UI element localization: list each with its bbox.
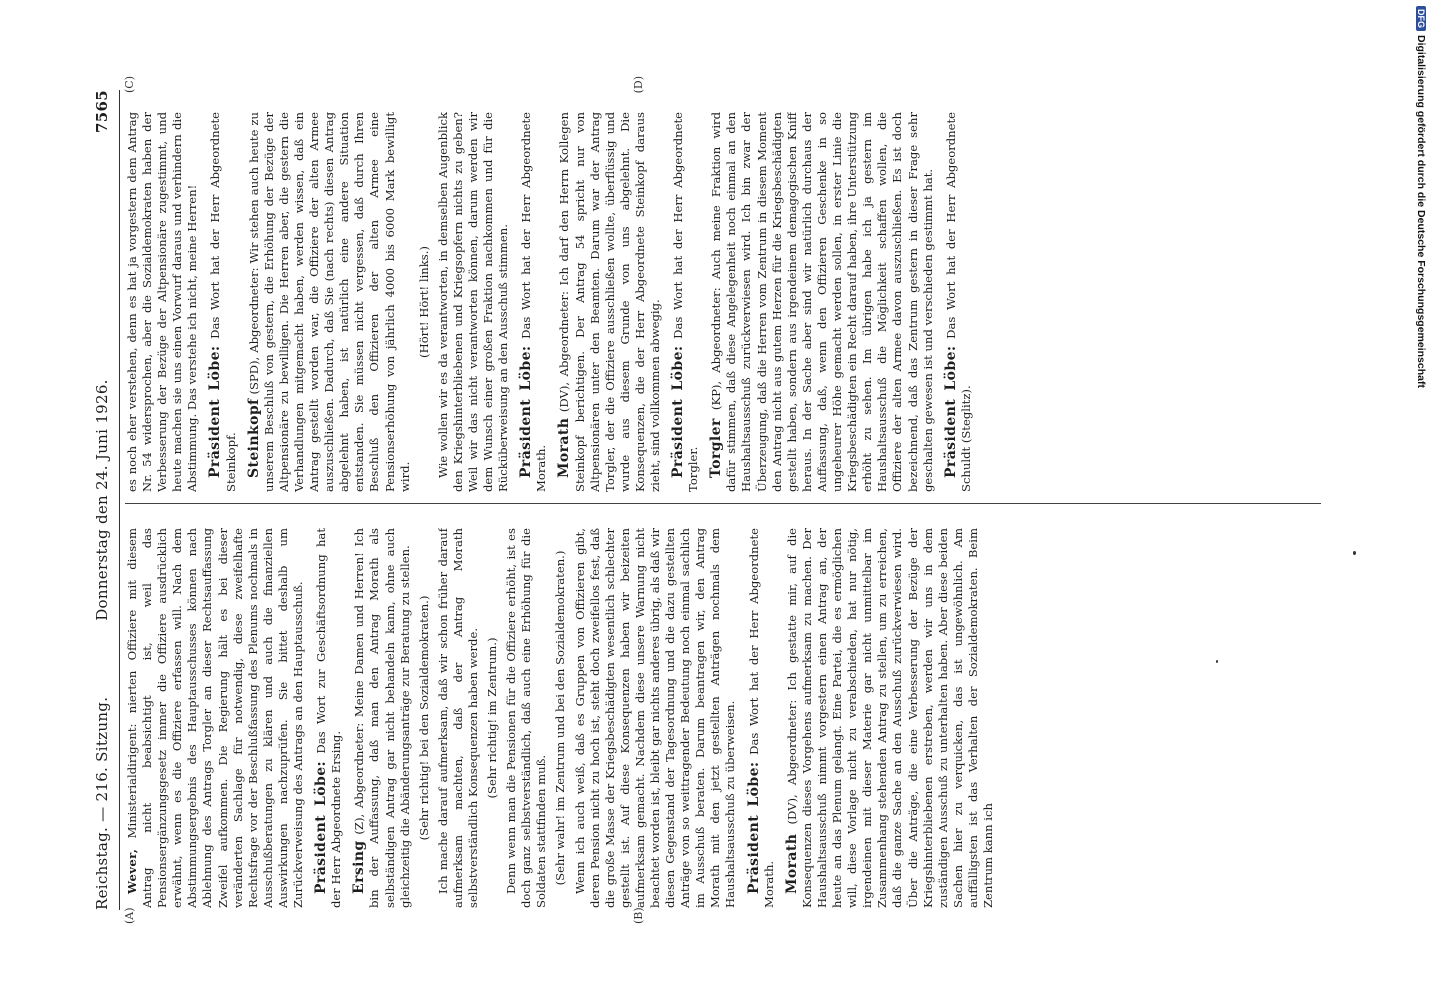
paragraph: Wenn ich auch weiß, daß es Gruppen von Offizieren gibt, deren Pension nicht zu hoch ist, steht doch zweifellos fest, daß die große Masse der Kriegsbeschädigten wesentlich schlechter gestellt ist. Auf diese Konsequenzen haben wir beizeiten aufmerksam gemacht. Nachdem diese unsere Warnung nicht beachtet worden ist, bleibt gar nichts anderes übrig, als daß wir diesen Gegenstand der Tagesordnung und die dazu gestellten Anträge von so weittragender Bedeutung noch einmal sachlich im Ausschuß beraten. Darum beantragen wir, den Antrag Morath mit den jetzt gestellten Anträgen nochmals dem Haushaltsausschuß zu überweisen.	[572, 528, 738, 908]
margin-mark-b: (B)	[632, 907, 645, 924]
left-column	[125, 528, 1325, 908]
page-number: 7565	[93, 90, 111, 133]
interjection: (Hört! Hört! links.)	[416, 246, 431, 358]
margin-mark-d: (D)	[632, 76, 645, 94]
paragraph: Denn wenn man die Pensionen für die Offiziere erhöht, ist es doch ganz selbstverständlich, daß auch eine Erhöhung für die Soldaten stattfinden muß.	[504, 528, 549, 908]
header-session: Reichstag. — 216. Sitzung.	[93, 696, 111, 910]
header-rule	[119, 90, 120, 910]
speaker-name: Steinkopf	[245, 398, 262, 478]
column-divider	[125, 503, 1321, 504]
paragraph	[247, 112, 413, 492]
speaker-name: Ersing	[351, 840, 368, 894]
paragraph	[208, 112, 238, 492]
credit-text: Digitalisierung gefördert durch die Deutsche Forschungsgemeinschaft	[1415, 35, 1427, 388]
paragraph-text: Das Wort hat der Herr Abgeordnete Torgler.	[671, 112, 701, 492]
credit-line	[1415, 6, 1427, 388]
speaker-name: Präsident Löbe:	[745, 761, 762, 894]
digitization-credit	[1408, 0, 1434, 1000]
speaker-name: Präsident Löbe:	[670, 345, 687, 478]
paragraph	[785, 528, 996, 908]
dfg-logo: DFG	[1416, 6, 1426, 31]
paragraph-text: Das Wort hat der Herr Abgeordnete Morath.	[519, 112, 549, 492]
paragraph	[709, 112, 935, 492]
speaker-name: Wever,	[125, 848, 139, 894]
paragraph-text: (SPD), Abgeordneter: Wir stehen auch heute zu unserem Beschluß von gestern, die Erhöhung der Bezüge der Altpensionäre zu bewilligen. Die Herren aber, die gestern die Verhandlungen mitgemacht haben, werden wissen, daß ein Antrag gestellt worden war, die Offiziere der alten Armee auszuschließen. Dadurch, daß Sie (nach rechts) diesen Antrag abgelehnt haben, ist natürlich eine andere Situation entstanden. Sie müssen nicht vergessen, daß durch Ihren Beschluß den Offizieren der alten Armee eine Pensionserhöhung von jährlich 4000 bis 6000 Mark bewilligt wird.	[246, 112, 412, 492]
paragraph-text: (KP), Abgeordneter: Auch meine Fraktion wird dafür stimmen, daß diese Angelegenheit noch einmal an den Haushaltsausschuß zurückverwiesen wird. Ich bin zwar der Überzeugung, daß die Herren vom Zentrum in diesem Moment den Antrag nicht aus gutem Herzen für die Kriegsbeschädigten gestellt haben, sondern aus irgendeinem demagogischen Kniff heraus. In der Sache aber sind wir natürlich durchaus der Auffassung, daß, wenn den Offizieren Geschenke in so ungeheurer Höhe gemacht werden sollen, in erster Linie die Kriegsbeschädigten ein Recht darauf haben, ihre Unterstützung erhöht zu sehen. Im übrigen habe ich ja gestern im Haushaltsausschuß die Möglichkeit schaffen wollen, die Offiziere der alten Armee davon auszuschließen. Es ist doch bezeichnend, daß das Zentrum gestern in dieser Frage sehr geschalten gewesen ist und verschieden gestimmt hat.	[709, 112, 935, 492]
interjection: (Sehr wahr! im Zentrum und bei den Sozialdemokraten.)	[553, 550, 568, 886]
right-column	[125, 112, 1325, 492]
paragraph-text: Das Wort hat der Herr Abgeordnete Schuldt (Steglitz).	[943, 112, 973, 492]
scan-speck	[1216, 660, 1218, 663]
speaker-name: Präsident Löbe:	[207, 345, 224, 478]
running-head	[93, 90, 117, 910]
paragraph	[557, 112, 663, 492]
paragraph	[314, 528, 344, 908]
interjection: (Sehr richtig! bei den Sozialdemokraten.)	[416, 595, 431, 841]
paragraph: Wie wollen wir es da verantworten, in demselben Augenblick den Kriegshinterbliebenen und Kriegsopfern nichts zu geben? Weil wir das nicht verantworten können, darum werden wir dem Wunsch einer großen Fraktion nachkommen und für die Rücküberweisung an den Ausschuß stimmen.	[435, 112, 511, 492]
paragraph-text: (DV), Abgeordneter: Ich darf den Herrn Kollegen Steinkopf berichtigen. Der Antrag 54 spricht nur von Altpensionären unter den Beamten. Darum war der Antrag Torgler, der die Offiziere ausschließen wollte, überflüssig und wurde aus diesem Grunde von uns abgelehnt. Die Konsequenzen, die der Herr Abgeordnete Steinkopf daraus zieht, sind vollkommen abwegig.	[557, 112, 662, 492]
scan-speck	[1353, 551, 1356, 555]
paragraph	[944, 112, 974, 492]
speaker-name: Präsident Löbe:	[313, 760, 330, 894]
paragraph	[671, 112, 701, 492]
speaker-role: Ministerialdirigent:	[125, 723, 139, 839]
speaker-name: Morath	[783, 833, 800, 894]
paragraph-text: Das Wort hat der Herr Abgeordnete Steinkopf.	[208, 112, 238, 492]
paragraph-text: (Z), Abgeordneter: Meine Damen und Herren! Ich bin der Auffassung, daß man den Antrag Morath als selbständigen Antrag gar nicht behandeln kann, ohne auch gleichzeitig die Abänderungsanträge zur Beratung zu stellen.	[352, 528, 412, 908]
paragraph	[125, 528, 306, 908]
paragraph-text: Das Wort hat der Herr Abgeordnete Morath.	[746, 528, 776, 908]
interjection: (Sehr richtig! im Zentrum.)	[485, 637, 500, 799]
paragraph	[747, 528, 777, 908]
speaker-name: Präsident Löbe:	[942, 345, 959, 478]
paragraph: Ich mache darauf aufmerksam, daß wir schon früher darauf aufmerksam machten, daß der Antrag Morath selbstverständlich Konsequenzen haben werde.	[435, 528, 480, 908]
speaker-name: Präsident Löbe:	[518, 345, 535, 478]
header-date: Donnerstag den 24. Juni 1926.	[93, 379, 111, 621]
rotated-page-content	[87, 76, 1347, 924]
paragraph	[519, 112, 549, 492]
speaker-name: Morath	[556, 417, 573, 478]
paragraph-text: nierten Offiziere mit diesem Antrag nicht beabsichtigt ist, weil das Pensionsergänzungsgesetz immer die Offiziere ausdrücklich erwähnt, wenn es die Offiziere erfassen will. Nach dem Abstimmungsergebnis des Hauptausschusses können nach Ablehnung des Antrags Torgler an dieser Rechtsauffassung Zweifel aufkommen. Die Regierung hält es bei dieser veränderten Sachlage für notwendig, diese zweifelhafte Rechtsfrage vor der Beschlußfassung des Plenums nochmals in Ausschußberatungen zu klären und auch die finanziellen Auswirkungen nachzuprüfen. Sie bittet deshalb um Zurückverweisung des Antrags an den Hauptausschuß.	[125, 528, 306, 908]
paragraph-text: (DV), Abgeordneter: Ich gestatte mir, auf die Konsequenzen dieses Vorgehens aufmerksam zu machen. Der Haushaltsausschuß nimmt vorgestern einen Antrag an, der heute an das Plenum gelangt. Eine Partei, die es ermöglichen will, diese Vorlage nicht zu verabschieden, hat nur nötig, irgendeinen mit dieser Materie gar nicht unmittelbar im Zusammenhang stehenden Antrag zu stellen, um zu erreichen, daß die ganze Sache an den Ausschuß zurückverwiesen wird. Über die Anträge, die eine Verbesserung der Bezüge der Kriegshinterbliebenen erstreben, werden wir uns in dem zuständigen Ausschuß zu unterhalten haben. Aber diese beiden Sachen hier zu verquicken, das ist ungewöhnlich. Am auffälligsten ist das Verhalten der Sozialdemokraten. Beim Zentrum kann ich	[784, 528, 995, 908]
margin-mark-c: (C)	[123, 76, 136, 93]
margin-mark-a: (A)	[123, 907, 136, 924]
paragraph-text: Das Wort zur Geschäftsordnung hat der Herr Abgeordnete Ersing.	[314, 528, 344, 908]
speaker-name: Torgler	[708, 418, 725, 478]
paragraph: es noch eher verstehen, denn es hat ja vorgestern dem Antrag Nr. 54 widersprochen, aber die Sozialdemokraten haben der Verbesserung der Bezüge der Altpensionäre zugestimmt, und heute machen sie uns einen Vorwurf daraus und verhindern die Abstimmung. Das verstehe ich nicht, meine Herren!	[125, 112, 200, 492]
paragraph	[352, 528, 412, 908]
